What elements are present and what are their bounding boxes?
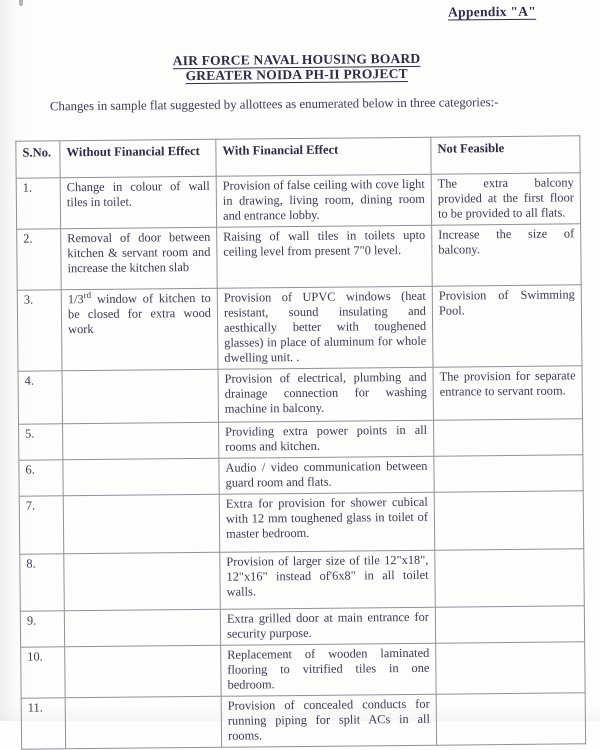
table-body (16, 173, 585, 749)
cell-without-financial: Change in colour of wall tiles in toilet. (60, 176, 216, 228)
cell-sno: 10. (21, 647, 65, 698)
cell-with-financial: Provision of electrical, plumbing and drainage connection for washing machine in balcony. (218, 367, 433, 422)
cell-without-financial (64, 609, 220, 646)
cell-without-financial (63, 422, 219, 459)
cell-not-feasible (435, 549, 585, 607)
header-not-feasible: Not Feasible (431, 136, 580, 174)
cell-not-feasible (436, 642, 585, 694)
cell-not-feasible: The provision for separate entrance to servant room. (433, 366, 583, 420)
cell-with-financial: Provision of larger size of tile 12"x18", 12"x16" instead of'6x8" in all toilet walls. (220, 550, 436, 609)
cell-with-financial: Providing extra power points in all rooms and kitchen. (219, 420, 434, 458)
cell-without-financial (62, 369, 219, 423)
cell-with-financial: Provision of concealed conducts for running piping for split ACs in all rooms. (221, 694, 436, 747)
cell-with-financial: Extra for provision for shower cubical with 12 mm toughened glass in toilet of master bedroom. (219, 492, 435, 552)
table-row (17, 285, 582, 371)
table-header (16, 136, 580, 178)
cell-sno: 11. (21, 698, 65, 749)
cell-without-financial (65, 696, 221, 748)
cell-without-financial: Removal of door between kitchen & servant room and increase the kitchen slab (61, 227, 218, 289)
table-header-row (16, 136, 580, 178)
cell-without-financial (63, 458, 219, 495)
table-row (19, 419, 583, 460)
header-with-financial: With Financial Effect (216, 137, 431, 176)
cell-sno: 5. (19, 424, 63, 460)
cell-not-feasible (434, 491, 584, 550)
cell-with-financial: Audio / video communication between guard room and flats. (219, 456, 434, 494)
cell-not-feasible (435, 606, 584, 643)
cell-sno: 3. (17, 290, 62, 371)
cell-with-financial: Extra grilled door at main entrance for security purpose. (220, 607, 435, 645)
cell-not-feasible: Increase the size of balcony. (432, 224, 582, 286)
table-row (21, 642, 585, 698)
table-row (16, 173, 580, 229)
cell-sno: 2. (17, 229, 62, 290)
cell-sno: 7. (19, 496, 64, 554)
title-line-1: AIR FORCE NAVAL HOUSING BOARD (172, 50, 421, 69)
cell-without-financial: 1/3rd window of kitchen to be closed for extra wood work (61, 288, 218, 370)
changes-table (15, 135, 586, 749)
cell-with-financial: Provision of UPVC windows (heat resistant, sound insulating and aesthically better with toughened glasses) in place of aluminum for whole dwelling unit. . (217, 286, 433, 369)
cell-not-feasible (434, 419, 583, 456)
cell-with-financial: Replacement of wooden laminated flooring to vitrified tiles in one bedroom. (221, 643, 436, 696)
cell-not-feasible (434, 455, 583, 492)
table-row (19, 491, 584, 554)
table-row (20, 606, 584, 647)
table-row (20, 549, 585, 611)
intro-paragraph: Changes in sample flat suggested by allottees as enumerated below in three categories:- (49, 95, 499, 114)
cell-without-financial (64, 552, 221, 610)
cell-sno: 1. (16, 178, 60, 229)
appendix-label: Appendix "A" (448, 3, 537, 20)
cell-without-financial (63, 494, 220, 553)
cell-not-feasible: The extra balcony provided at the first floor to be provided to all flats. (431, 173, 580, 225)
cell-sno: 8. (20, 554, 65, 611)
header-sno: S.No. (16, 141, 60, 178)
cell-with-financial: Provision of false ceiling with cove light in drawing, living room, dining room and entrance lobby. (216, 174, 431, 227)
cell-sno: 4. (18, 371, 63, 424)
document-title (0, 50, 597, 85)
title-line-2: GREATER NOIDA PH-II PROJECT (185, 65, 408, 83)
table-row (19, 455, 583, 496)
cell-not-feasible: Provision of Swimming Pool. (432, 285, 582, 367)
cell-not-feasible (436, 693, 585, 745)
cell-with-financial: Raising of wall tiles in toilets upto ceiling level from present 7"0 level. (217, 225, 433, 288)
header-without-financial: Without Financial Effect (60, 139, 216, 177)
cell-sno: 9. (20, 611, 64, 647)
table-row (17, 224, 582, 290)
cell-without-financial (65, 645, 221, 697)
cell-sno: 6. (19, 460, 63, 496)
table-row (18, 366, 582, 424)
